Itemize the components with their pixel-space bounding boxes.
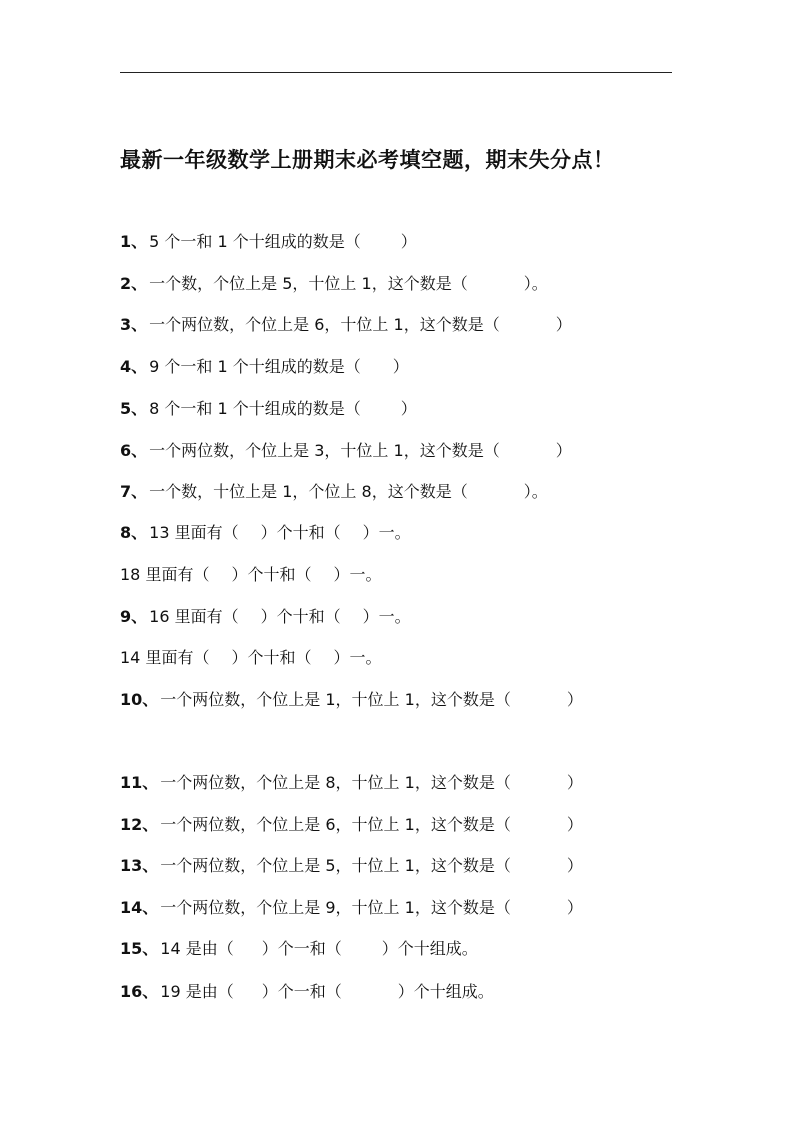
question-text: ） — [400, 399, 417, 418]
question-text: ）一。 — [362, 607, 411, 626]
question-number: 13 — [120, 856, 143, 875]
page-title: 最新一年级数学上册期末必考填空题，期末失分点！ — [120, 148, 615, 172]
question-11 — [120, 772, 583, 794]
question-9 — [120, 606, 411, 628]
question-text: 14 里面有（ — [120, 648, 210, 667]
question-text: ） — [400, 232, 417, 251]
question-separator: 、 — [142, 898, 159, 917]
question-number: 8 — [120, 523, 132, 542]
question-text: 14 是由（ — [160, 939, 234, 958]
question-number: 2 — [120, 274, 132, 293]
question-text: ）一。 — [333, 565, 382, 584]
question-text: 一个数，十位上是 1，个位上 8，这个数是（ — [149, 482, 468, 501]
question-separator: 、 — [142, 815, 159, 834]
question-separator: 、 — [131, 232, 148, 251]
question-separator: 、 — [142, 856, 159, 875]
question-text: ）个十和（ — [260, 607, 341, 626]
question-separator: 、 — [131, 607, 148, 626]
question-text: 8 个一和 1 个十组成的数是（ — [149, 399, 361, 418]
question-text: 19 是由（ — [160, 982, 234, 1001]
question-number: 14 — [120, 898, 143, 917]
question-text: ）个一和（ — [261, 982, 342, 1001]
question-text: ）。 — [523, 274, 548, 293]
question-number: 11 — [120, 773, 143, 792]
question-7 — [120, 481, 548, 503]
question-separator: 、 — [131, 274, 148, 293]
question-15 — [120, 938, 478, 960]
question-separator: 、 — [142, 982, 159, 1001]
question-text: 一个两位数，个位上是 6，十位上 1，这个数是（ — [160, 815, 511, 834]
question-text: ）个一和（ — [261, 939, 342, 958]
question-text: ） — [566, 898, 583, 917]
question-text: ） — [566, 815, 583, 834]
question-separator: 、 — [131, 357, 148, 376]
question-16 — [120, 981, 494, 1003]
question-text: ） — [555, 441, 572, 460]
question-text: 一个两位数，个位上是 6，十位上 1，这个数是（ — [149, 315, 500, 334]
question-10 — [120, 689, 583, 711]
question-9-sub — [120, 647, 381, 669]
question-2 — [120, 273, 548, 295]
question-text: ） — [566, 690, 583, 709]
question-1 — [120, 231, 417, 253]
question-text: ）个十和（ — [260, 523, 341, 542]
question-number: 4 — [120, 357, 132, 376]
question-text: ）个十和（ — [231, 648, 312, 667]
question-separator: 、 — [142, 773, 159, 792]
question-14 — [120, 897, 583, 919]
question-text: ） — [555, 315, 572, 334]
question-13 — [120, 855, 583, 877]
question-4 — [120, 356, 409, 378]
question-text: 13 里面有（ — [149, 523, 239, 542]
question-separator: 、 — [131, 523, 148, 542]
question-text: ） — [566, 773, 583, 792]
question-text: ）个十组成。 — [397, 982, 494, 1001]
question-number: 10 — [120, 690, 143, 709]
question-text: 一个两位数，个位上是 1，十位上 1，这个数是（ — [160, 690, 511, 709]
question-text: ）。 — [523, 482, 548, 501]
question-text: 9 个一和 1 个十组成的数是（ — [149, 357, 361, 376]
question-text: ）一。 — [333, 648, 382, 667]
question-3 — [120, 314, 572, 336]
question-number: 15 — [120, 939, 143, 958]
question-text: 一个两位数，个位上是 3，十位上 1，这个数是（ — [149, 441, 500, 460]
question-number: 7 — [120, 482, 132, 501]
question-number: 9 — [120, 607, 132, 626]
header-rule — [120, 72, 672, 73]
question-8-sub — [120, 564, 381, 586]
question-text: ） — [392, 357, 409, 376]
question-text: 一个两位数，个位上是 9，十位上 1，这个数是（ — [160, 898, 511, 917]
question-6 — [120, 440, 572, 462]
question-text: 一个两位数，个位上是 8，十位上 1，这个数是（ — [160, 773, 511, 792]
question-number: 5 — [120, 399, 132, 418]
question-number: 6 — [120, 441, 132, 460]
question-text: 16 里面有（ — [149, 607, 239, 626]
question-number: 3 — [120, 315, 132, 334]
question-text: 18 里面有（ — [120, 565, 210, 584]
question-text: 5 个一和 1 个十组成的数是（ — [149, 232, 361, 251]
question-8 — [120, 522, 411, 544]
question-text: ）个十组成。 — [381, 939, 478, 958]
question-text: ）一。 — [362, 523, 411, 542]
question-separator: 、 — [131, 441, 148, 460]
question-number: 1 — [120, 232, 132, 251]
question-text: 一个数，个位上是 5，十位上 1，这个数是（ — [149, 274, 468, 293]
question-text: ） — [566, 856, 583, 875]
question-5 — [120, 398, 417, 420]
question-text: 一个两位数，个位上是 5，十位上 1，这个数是（ — [160, 856, 511, 875]
question-separator: 、 — [142, 939, 159, 958]
question-text: ）个十和（ — [231, 565, 312, 584]
question-separator: 、 — [131, 315, 148, 334]
question-separator: 、 — [131, 399, 148, 418]
question-separator: 、 — [142, 690, 159, 709]
question-12 — [120, 814, 583, 836]
question-number: 16 — [120, 982, 143, 1001]
question-number: 12 — [120, 815, 143, 834]
question-separator: 、 — [131, 482, 148, 501]
